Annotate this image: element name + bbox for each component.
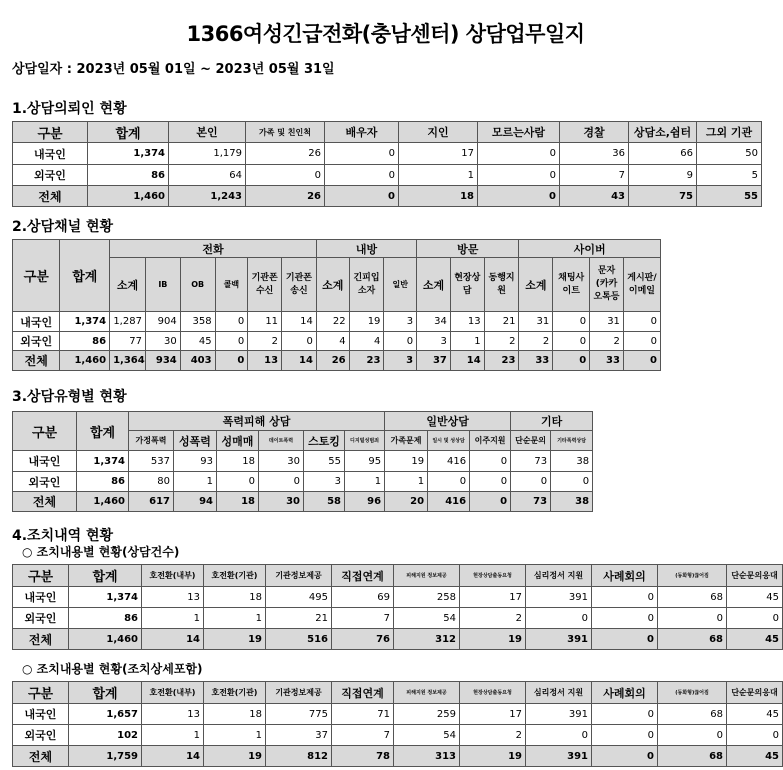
row-label: 전체 [13, 351, 60, 371]
channel-status-table [12, 239, 661, 371]
th-group-visit-in: 내방 [316, 240, 416, 258]
cell: 1,374 [69, 587, 142, 608]
th-sub: 현장상담 [450, 258, 484, 312]
th-group-violence: 폭력피해 상담 [129, 412, 385, 431]
table-row-total [13, 186, 762, 207]
cell: 20 [385, 492, 428, 512]
cell: 17 [460, 704, 526, 725]
th-category: 구분 [13, 122, 88, 143]
th-sub: 기관폰수신 [248, 258, 282, 312]
table-row [13, 165, 762, 186]
cell: 94 [174, 492, 217, 512]
th-action: 기관정보제공 [266, 565, 332, 587]
th-action: 피해지원 정보제공 [394, 565, 460, 587]
th-sub: OB [180, 258, 215, 312]
cell: 1 [399, 165, 478, 186]
th-sub: 디지털성범죄 [345, 431, 385, 451]
cell: 54 [394, 608, 460, 629]
cell: 31 [519, 312, 553, 332]
cell: 22 [316, 312, 349, 332]
th-acquaintance: 지인 [399, 122, 478, 143]
cell: 0 [470, 492, 511, 512]
table-row [13, 332, 661, 351]
th-action: 호전환(내부) [142, 565, 204, 587]
cell: 0 [592, 629, 658, 650]
cell: 45 [727, 704, 783, 725]
cell: 54 [394, 725, 460, 746]
cell: 86 [77, 472, 129, 492]
th-sub: 기타폭력상담 [551, 431, 593, 451]
cell: 14 [282, 312, 317, 332]
cell: 617 [129, 492, 174, 512]
table-row [13, 704, 783, 725]
table-row [13, 725, 783, 746]
cell: 76 [332, 629, 394, 650]
th-action: 직접연계 [332, 565, 394, 587]
cell: 1 [142, 608, 204, 629]
cell: 0 [246, 165, 325, 186]
cell: 934 [145, 351, 180, 371]
cell: 18 [204, 704, 266, 725]
th-sub: IB [145, 258, 180, 312]
row-label: 내국인 [13, 312, 60, 332]
cell: 0 [478, 143, 560, 165]
cell: 0 [478, 186, 560, 207]
cell: 13 [142, 704, 204, 725]
cell: 33 [590, 351, 624, 371]
cell: 0 [478, 165, 560, 186]
cell: 1,287 [110, 312, 146, 332]
cell: 23 [484, 351, 519, 371]
row-label: 전체 [13, 492, 77, 512]
cell: 0 [325, 165, 399, 186]
cell: 71 [332, 704, 394, 725]
th-total: 합계 [60, 240, 110, 312]
th-action: 현장상담출동요청 [460, 682, 526, 704]
cell: 312 [394, 629, 460, 650]
cell: 38 [551, 451, 593, 472]
cell: 1,657 [69, 704, 142, 725]
th-action: 호전환(기관) [204, 682, 266, 704]
th-total: 합계 [77, 412, 129, 451]
cell: 37 [266, 725, 332, 746]
cell: 86 [60, 332, 110, 351]
th-action: 사례회의 [592, 682, 658, 704]
cell: 0 [215, 312, 248, 332]
th-group-cyber: 사이버 [519, 240, 661, 258]
cell: 93 [174, 451, 217, 472]
cell: 1 [204, 725, 266, 746]
cell: 0 [592, 704, 658, 725]
cell: 19 [204, 629, 266, 650]
cell: 1,374 [77, 451, 129, 472]
action-detailed-table [12, 681, 783, 767]
cell: 66 [629, 143, 697, 165]
cell: 37 [417, 351, 451, 371]
page-title: 1366여성긴급전화(충남센터) 상담업무일지 [186, 22, 585, 46]
cell: 31 [590, 312, 624, 332]
th-category: 구분 [13, 412, 77, 451]
cell: 7 [332, 608, 394, 629]
th-category: 구분 [13, 682, 69, 704]
section-4-heading: 4.조치내역 현황 [12, 528, 114, 544]
cell: 0 [325, 143, 399, 165]
cell: 18 [204, 587, 266, 608]
cell: 0 [553, 332, 590, 351]
th-total: 합계 [88, 122, 169, 143]
cell: 0 [325, 186, 399, 207]
cell: 30 [259, 451, 304, 472]
cell: 9 [629, 165, 697, 186]
cell: 19 [460, 629, 526, 650]
table-row-total [13, 746, 783, 767]
cell: 403 [180, 351, 215, 371]
th-sub: 기관폰송신 [282, 258, 317, 312]
cell: 0 [727, 608, 783, 629]
cell: 4 [316, 332, 349, 351]
cell: 17 [399, 143, 478, 165]
th-group-etc: 기타 [511, 412, 593, 431]
th-sub: 문자(카카오톡등 [590, 258, 624, 312]
subsection-cases: ○ 조치내용별 현황(상담건수) [22, 545, 180, 559]
th-action: (동화형)끊어짐 [658, 565, 727, 587]
cell: 2 [519, 332, 553, 351]
cell: 23 [349, 351, 384, 371]
cell: 45 [727, 629, 783, 650]
th-action: 기관정보제공 [266, 682, 332, 704]
th-sub: 일시 및 성상담 [428, 431, 470, 451]
action-cases-table [12, 564, 783, 650]
cell: 0 [553, 312, 590, 332]
row-label: 전체 [13, 629, 69, 650]
table-row-total [13, 351, 661, 371]
row-label: 외국인 [13, 332, 60, 351]
table-row [13, 472, 593, 492]
th-action: 호전환(기관) [204, 565, 266, 587]
cell: 391 [526, 704, 592, 725]
th-sub: 소계 [110, 258, 146, 312]
cell: 21 [266, 608, 332, 629]
th-action: (동화형)끊어짐 [658, 682, 727, 704]
cell: 13 [142, 587, 204, 608]
th-sub: 성매매 [217, 431, 259, 451]
cell: 45 [727, 746, 783, 767]
cell: 1,460 [69, 629, 142, 650]
th-sub: 단순문의 [511, 431, 551, 451]
cell: 26 [246, 186, 325, 207]
cell: 0 [658, 608, 727, 629]
cell: 102 [69, 725, 142, 746]
th-sub: 이주지원 [470, 431, 511, 451]
th-police: 경찰 [560, 122, 629, 143]
th-sub: 데이트폭력 [259, 431, 304, 451]
row-label: 내국인 [13, 143, 88, 165]
cell: 1 [345, 472, 385, 492]
table-row [13, 451, 593, 472]
cell: 2 [460, 725, 526, 746]
row-label: 외국인 [13, 165, 88, 186]
cell: 0 [470, 472, 511, 492]
th-total: 합계 [69, 565, 142, 587]
cell: 68 [658, 704, 727, 725]
cell: 18 [399, 186, 478, 207]
cell: 0 [658, 725, 727, 746]
cell: 14 [450, 351, 484, 371]
cell: 259 [394, 704, 460, 725]
th-sub: 콜백 [215, 258, 248, 312]
cell: 0 [511, 472, 551, 492]
th-sub: 소계 [417, 258, 451, 312]
cell: 2 [460, 608, 526, 629]
cell: 0 [217, 472, 259, 492]
th-self: 본인 [169, 122, 246, 143]
cell: 2 [590, 332, 624, 351]
table-row [13, 312, 661, 332]
type-status-table [12, 411, 593, 512]
cell: 3 [384, 351, 417, 371]
cell: 33 [519, 351, 553, 371]
cell: 68 [658, 629, 727, 650]
th-category: 구분 [13, 240, 60, 312]
cell: 58 [304, 492, 345, 512]
cell: 7 [332, 725, 394, 746]
table-row [13, 143, 762, 165]
cell: 80 [129, 472, 174, 492]
cell: 495 [266, 587, 332, 608]
table-row [13, 587, 783, 608]
cell: 64 [169, 165, 246, 186]
cell: 36 [560, 143, 629, 165]
cell: 19 [349, 312, 384, 332]
th-category: 구분 [13, 565, 69, 587]
cell: 0 [282, 332, 317, 351]
cell: 18 [217, 492, 259, 512]
cell: 43 [560, 186, 629, 207]
cell: 516 [266, 629, 332, 650]
cell: 14 [142, 629, 204, 650]
cell: 0 [526, 725, 592, 746]
cell: 0 [592, 725, 658, 746]
cell: 258 [394, 587, 460, 608]
cell: 14 [282, 351, 317, 371]
cell: 0 [470, 451, 511, 472]
cell: 1 [142, 725, 204, 746]
consult-period: 상담일자 : 2023년 05월 01일 ~ 2023년 05월 31일 [12, 62, 335, 77]
section-3-heading: 3.상담유형별 현황 [12, 389, 127, 405]
cell: 7 [560, 165, 629, 186]
th-action: 사례회의 [592, 565, 658, 587]
cell: 55 [304, 451, 345, 472]
cell: 30 [145, 332, 180, 351]
th-sub: 일반 [384, 258, 417, 312]
cell: 68 [658, 587, 727, 608]
cell: 391 [526, 629, 592, 650]
cell: 416 [428, 451, 470, 472]
cell: 78 [332, 746, 394, 767]
cell: 1,179 [169, 143, 246, 165]
cell: 3 [304, 472, 345, 492]
th-sub: 가정폭력 [129, 431, 174, 451]
cell: 4 [349, 332, 384, 351]
th-stranger: 모르는사람 [478, 122, 560, 143]
cell: 1,759 [69, 746, 142, 767]
cell: 358 [180, 312, 215, 332]
cell: 1 [385, 472, 428, 492]
section-2-heading: 2.상담채널 현황 [12, 219, 114, 235]
cell: 75 [629, 186, 697, 207]
row-label: 전체 [13, 186, 88, 207]
th-sub: 가족문제 [385, 431, 428, 451]
th-group-general: 일반상담 [385, 412, 511, 431]
cell: 45 [180, 332, 215, 351]
th-other-agency: 그외 기관 [697, 122, 762, 143]
cell: 26 [246, 143, 325, 165]
cell: 904 [145, 312, 180, 332]
table-row [13, 608, 783, 629]
cell: 391 [526, 746, 592, 767]
th-sub: 동행지원 [484, 258, 519, 312]
th-sub: 게시판/이메일 [623, 258, 660, 312]
th-sub: 채팅사이트 [553, 258, 590, 312]
cell: 55 [697, 186, 762, 207]
cell: 17 [460, 587, 526, 608]
cell: 0 [428, 472, 470, 492]
cell: 313 [394, 746, 460, 767]
table-row-total [13, 629, 783, 650]
cell: 69 [332, 587, 394, 608]
th-action: 심리정서 지원 [526, 565, 592, 587]
table-row-total [13, 492, 593, 512]
cell: 77 [110, 332, 146, 351]
cell: 73 [511, 451, 551, 472]
subsection-detailed: ○ 조치내용별 현황(조치상세포함) [22, 662, 203, 676]
th-sub: 소계 [316, 258, 349, 312]
cell: 26 [316, 351, 349, 371]
cell: 812 [266, 746, 332, 767]
th-action: 피해지원 정보제공 [394, 682, 460, 704]
cell: 86 [88, 165, 169, 186]
th-group-phone: 전화 [110, 240, 317, 258]
row-label: 내국인 [13, 451, 77, 472]
cell: 50 [697, 143, 762, 165]
cell: 1,460 [88, 186, 169, 207]
row-label: 내국인 [13, 704, 69, 725]
th-center: 상담소,쉼터 [629, 122, 697, 143]
th-spouse: 배우자 [325, 122, 399, 143]
cell: 0 [623, 351, 660, 371]
cell: 13 [248, 351, 282, 371]
section-1-heading: 1.상담의뢰인 현황 [12, 101, 127, 117]
cell: 19 [204, 746, 266, 767]
cell: 45 [727, 587, 783, 608]
cell: 0 [592, 608, 658, 629]
cell: 5 [697, 165, 762, 186]
cell: 1,374 [60, 312, 110, 332]
cell: 0 [526, 608, 592, 629]
cell: 2 [484, 332, 519, 351]
cell: 0 [623, 332, 660, 351]
th-action: 호전환(내부) [142, 682, 204, 704]
cell: 1 [450, 332, 484, 351]
cell: 0 [551, 472, 593, 492]
th-sub: 성폭력 [174, 431, 217, 451]
cell: 3 [384, 312, 417, 332]
cell: 0 [592, 746, 658, 767]
row-label: 전체 [13, 746, 69, 767]
th-sub: 스토킹 [304, 431, 345, 451]
cell: 0 [623, 312, 660, 332]
th-action: 심리정서 지원 [526, 682, 592, 704]
row-label: 외국인 [13, 725, 69, 746]
cell: 0 [553, 351, 590, 371]
th-family: 가족 및 친인척 [246, 122, 325, 143]
cell: 86 [69, 608, 142, 629]
cell: 1 [174, 472, 217, 492]
cell: 19 [460, 746, 526, 767]
cell: 11 [248, 312, 282, 332]
cell: 1,460 [60, 351, 110, 371]
cell: 0 [592, 587, 658, 608]
cell: 1,243 [169, 186, 246, 207]
cell: 13 [450, 312, 484, 332]
cell: 95 [345, 451, 385, 472]
th-sub: 소계 [519, 258, 553, 312]
row-label: 내국인 [13, 587, 69, 608]
th-group-visit-out: 방문 [417, 240, 519, 258]
th-action: 현장상담출동요청 [460, 565, 526, 587]
cell: 0 [215, 351, 248, 371]
cell: 1 [204, 608, 266, 629]
cell: 30 [259, 492, 304, 512]
cell: 38 [551, 492, 593, 512]
cell: 0 [384, 332, 417, 351]
th-sub: 긴피입소자 [349, 258, 384, 312]
cell: 416 [428, 492, 470, 512]
cell: 68 [658, 746, 727, 767]
cell: 2 [248, 332, 282, 351]
cell: 73 [511, 492, 551, 512]
th-action: 단순문의응대 [727, 682, 783, 704]
cell: 96 [345, 492, 385, 512]
client-status-table [12, 121, 762, 207]
cell: 0 [727, 725, 783, 746]
cell: 0 [215, 332, 248, 351]
cell: 14 [142, 746, 204, 767]
th-total: 합계 [69, 682, 142, 704]
cell: 18 [217, 451, 259, 472]
cell: 0 [259, 472, 304, 492]
cell: 1,374 [88, 143, 169, 165]
row-label: 외국인 [13, 608, 69, 629]
cell: 3 [417, 332, 451, 351]
cell: 21 [484, 312, 519, 332]
cell: 391 [526, 587, 592, 608]
cell: 537 [129, 451, 174, 472]
row-label: 외국인 [13, 472, 77, 492]
cell: 1,460 [77, 492, 129, 512]
cell: 19 [385, 451, 428, 472]
cell: 34 [417, 312, 451, 332]
th-action: 단순문의응대 [727, 565, 783, 587]
cell: 1,364 [110, 351, 146, 371]
cell: 775 [266, 704, 332, 725]
th-action: 직접연계 [332, 682, 394, 704]
